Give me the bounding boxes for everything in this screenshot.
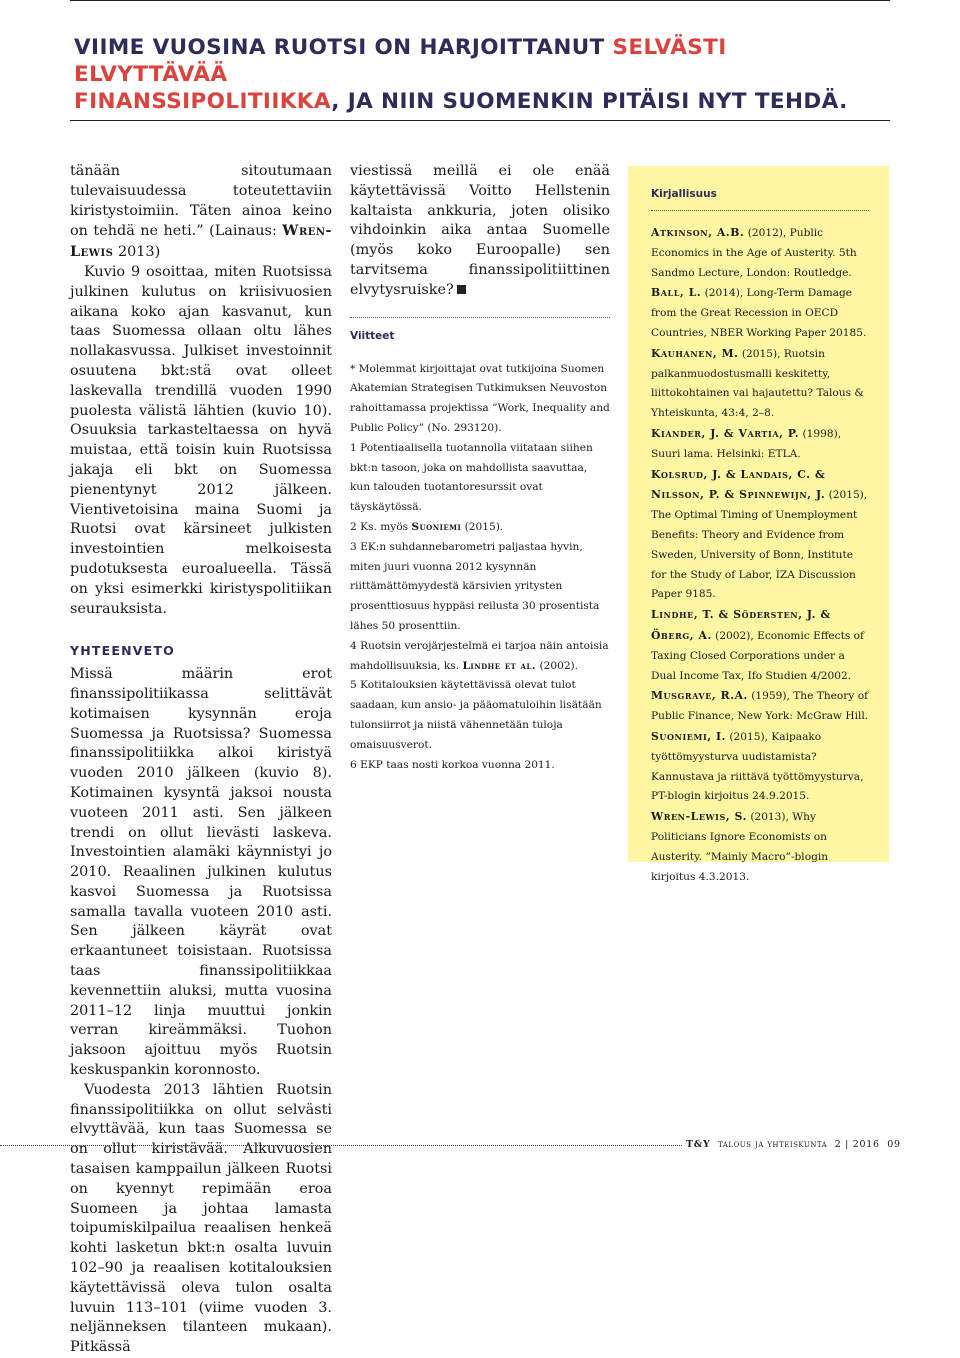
quote-author: Wren-Lewis [70, 222, 332, 261]
reference-author: Atkinson, A.B. [651, 226, 745, 239]
headline-highlight-2: FINANSSIPOLITIIKKA [74, 89, 332, 114]
reference-author: Wren-Lewis, S. [651, 810, 747, 824]
reference-author: Kauhanen, M. [651, 346, 739, 360]
page-footer [0, 1139, 960, 1155]
footer-text [686, 1139, 901, 1150]
reference-item [651, 424, 869, 465]
reference-item [651, 283, 869, 343]
issue-number: 2 | 2016 [834, 1139, 880, 1150]
conclusion-text: viestissä meillä ei ole enää käytettävissä Voitto Hellstenin kaltaista ankkuria, joten olisiko vihdoinkin aika antaa Suomelle (myös koko Euroopalle) sen tarvitsema finanssipolitiittinen elvytysruiske? [350, 163, 610, 298]
note-item: 6 EKP taas nosti korkoa vuonna 2011. [350, 758, 555, 771]
paragraph-summary-2: Vuodesta 2013 lähtien Ruotsin finanssipolitiikka on ollut selvästi elvyttävää, kun taas Suomessa se on ollut kiristävää. Alkuvuosien tasaisen kamppailun jälkeen Ruotsi on kyennyt repimään eroa Suomeen ja johtaa lamasta toipumiskilpailua reaalisen henkeä kohti lasketun bkt:n osalta luvuin 102–90 ja reaalisen kotitalouksien käytettävissä oleva tulon osalta luvuin 113–101 (viime vuoden 3. neljänneksen tilanteen mukaan). Pitkässä [70, 1081, 332, 1356]
headline-part-1: VIIME VUOSINA RUOTSI ON HARJOITTANUT [74, 35, 613, 60]
footer-rule [0, 1145, 682, 1146]
note-author: Suoniemi [411, 520, 462, 533]
paragraph-figures: Kuvio 9 osoittaa, miten Ruotsissa julkinen kulutus on kriisivuosien aikana koko ajan kasvanut, kun taas Suomessa ollaan oltu lähes nollakasvussa. Julkiset investoinnit osuutena bkt:stä ovat olleet laskevalla trendillä vuoden 1990 puolesta välistä lähtien (kuvio 10). Osuuksia tarkasteltaessa on hyvä muistaa, että toisin kuin Ruotsissa jakaja eli bkt on Suomessa pienentynyt 2012 jälkeen. Vientivetoisina maina Suomi ja Ruotsi ovat kärsineet julkisten investointien melkoisesta pudotuksesta euroalueella. Tässä on yksi esimerkki kiristyspolitiikan seurauksista. [70, 263, 332, 617]
paragraph-conclusion [350, 162, 610, 301]
column-2 [350, 162, 610, 775]
end-mark-icon [457, 285, 466, 294]
reference-author: Musgrave, R.A. [651, 689, 748, 703]
reference-text: (2012), Public Economics in the Age of Austerity. 5th Sandmo Lecture, London: Routledge. [651, 227, 857, 279]
headline-highlight-1: SELVÄSTI ELVYTTÄVÄÄ [74, 35, 727, 87]
journal-name: talous ja yhteiskunta [717, 1139, 828, 1150]
reference-author: Kolsrud, J. & Landais, C. & Nilsson, P. & Spinnewijn, J. [651, 467, 826, 502]
note-item: 3 EK:n suhdannebarometri paljastaa hyvin, miten juuri vuonna 2012 kysynnän riittämättömyydestä kärsivien yritysten prosenttiosuus hyppäsi reilusta 30 prosentista lähes 50 prosenttiin. [350, 540, 600, 632]
reference-text: (1959), The Theory of Public Finance, New York: McGraw Hill. [651, 690, 869, 723]
reference-text: (2013), Why Politicians Ignore Economists on Austerity. ”Mainly Macro”-blogin kirjoitus 4.3.2013. [651, 811, 829, 883]
reference-author: Suoniemi, I. [651, 729, 727, 743]
reference-item [651, 727, 869, 807]
headline-rule [70, 120, 890, 121]
quote-text: tänään sitoutumaan tulevaisuudessa toteutettaviin kiristystoimiin. Täten ainoa keino on tehdä ne heti.” (Lainaus: [70, 163, 332, 240]
top-rule [70, 0, 890, 1]
reference-author: Ball, L. [651, 286, 702, 300]
notes-heading: Viitteet [350, 329, 395, 342]
bibliography-box [628, 166, 889, 883]
section-heading-summary: YHTEENVETO [70, 643, 175, 659]
bibliography-divider [651, 210, 869, 211]
notes-list [350, 360, 610, 776]
reference-author: Kiander, J. & Vartia, P. [651, 426, 800, 440]
note-item: * Molemmat kirjoittajat ovat tutkijoina Suomen Akatemian Strategisen Tutkimuksen Neuvoston rahoittamassa projektissa ”Work, Inequality and Public Policy” (No. 293120). [350, 362, 610, 434]
quote-year: 2013) [113, 244, 161, 261]
reference-item [651, 807, 869, 887]
note-text: 4 Ruotsin verojärjestelmä ei tarjoa näin antoisia mahdollisuuksia, ks. [350, 639, 609, 672]
paragraph-quote [70, 162, 332, 263]
note-text: (2002). [536, 659, 579, 672]
paragraph-summary-1: Missä määrin erot finanssipolitiikassa selittävät kotimaisen kysynnän eroja Suomessa ja Ruotsissa? Suomessa finanssipolitiikka alkoi kiristyä vuoden 2010 jälkeen (kuvio 8). Kotimainen kysyntä jaksoi nousta vuoteen 2011 asti. Sen jälkeen trendi on ollut lievästi laskeva. Investointien alamäki käynnistyi jo 2010. Reaalinen julkinen kulutus kasvoi Suomessa ja Ruotsissa samalla tavalla vuoteen 2010 asti. Sen jälkeen käyrät ovat erkaantuneet toisistaan. Ruotsissa taas finanssipolitiikkaa kevennettiin aluksi, mutta vuosina 2011–12 linja muuttui jonkin verran kireämmäksi. Tuohon jaksoon ajoittuu myös Ruotsin keskuspankin koronnosto. [70, 666, 332, 1079]
headline-part-2: , JA NIIN SUOMENKIN PITÄISI NYT TEHDÄ. [331, 89, 848, 114]
note-item: 5 Kotitalouksien käytettävissä olevat tulot saadaan, kun ansio- ja pääomatuloihin lisätään tulonsiirrot ja niistä vähennetään tuloja omaisuusverot. [350, 679, 602, 751]
reference-author: Lindhe, T. & Södersten, J. & Öberg, A. [651, 608, 831, 642]
reference-item [651, 223, 869, 283]
reference-text: (1998), Suuri lama. Helsinki: ETLA. [651, 427, 842, 460]
page-headline [74, 34, 874, 115]
bibliography-list [651, 223, 869, 887]
note-text: (2015). [461, 520, 504, 533]
note-item [350, 518, 610, 538]
reference-item [651, 605, 869, 686]
reference-item [651, 344, 869, 424]
reference-text: (2002), Economic Effects of Taxing Closed Corporations under a Dual Income Tax, Ifo Studien 4/2002. [651, 629, 864, 682]
column-1 [70, 162, 332, 1358]
reference-text: (2015), Kaipaako työttömyysturva uudistamista? Kannustava ja riittävä työttömyysturva, PT-blogin kirjoitus 24.9.2015. [651, 730, 864, 803]
note-text: 2 Ks. myös [350, 520, 412, 533]
note-item: 1 Potentiaalisella tuotannolla viitataan siihen bkt:n tasoon, joka on mahdollista saavuttaa, kun talouden tuotantoresurssit ovat täyskäytössä. [350, 441, 593, 514]
notes-divider [350, 317, 610, 318]
reference-text: (2015), Ruotsin palkanmuodostusmalli keskitetty, liittokohtainen vai hajautettu? Talous & Yhteiskunta, 43:4, 2–8. [651, 347, 864, 420]
reference-text: (2015), The Optimal Timing of Unemployment Benefits: Theory and Evidence from Sweden, University of Bonn, Institute for the Study of Labor, IZA Discussion Paper 9185. [651, 489, 868, 601]
page-number: 09 [887, 1139, 901, 1150]
journal-logo: T&Y [686, 1139, 711, 1150]
reference-text: (2014), Long-Term Damage from the Great Recession in OECD Countries, NBER Working Paper 20185. [651, 287, 867, 339]
note-item [350, 637, 610, 677]
reference-item [651, 686, 869, 727]
bibliography-heading: Kirjallisuus [651, 188, 717, 200]
note-author: Lindhe et al. [462, 659, 537, 672]
reference-item [651, 465, 869, 606]
